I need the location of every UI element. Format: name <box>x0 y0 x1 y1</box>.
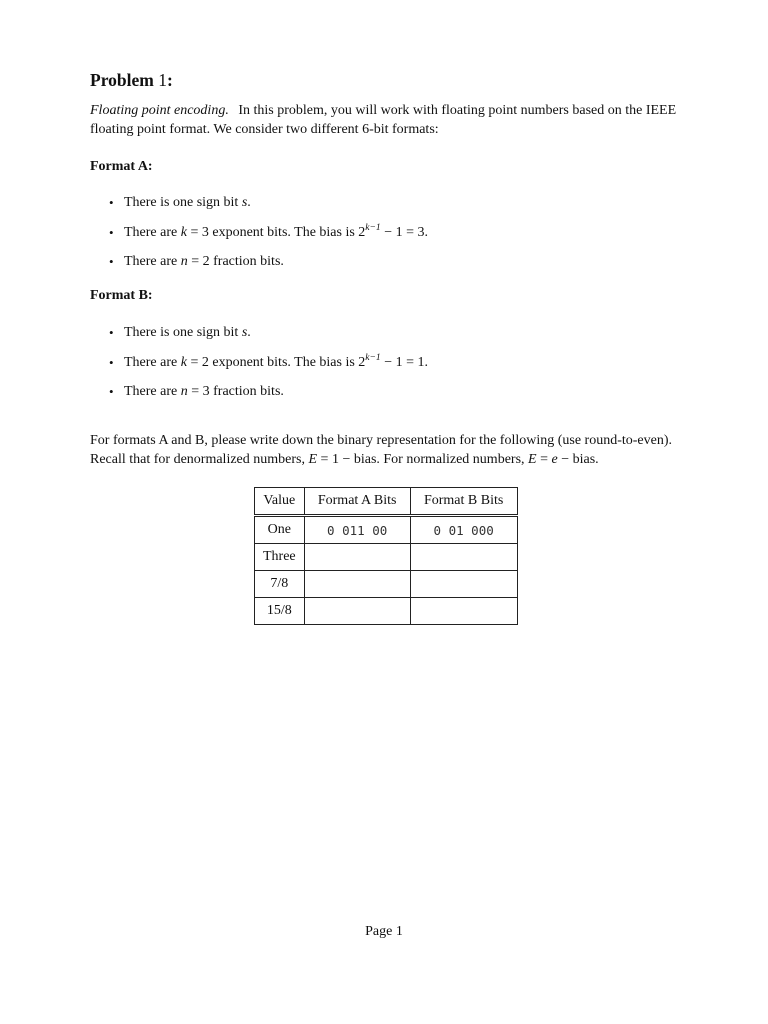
intro-text: In this problem, you will work with floating point numbers based on the IEEE floating point format. We consider two different 6-bit formats: <box>90 103 677 137</box>
header-format-b: Format B Bits <box>410 488 517 516</box>
row-format-a-bits <box>304 544 410 571</box>
problem-label: Problem <box>90 70 154 90</box>
instructions-line-2: Recall that for denormalized numbers, E = 1 − bias. For normalized numbers, E = e − bias. <box>90 452 599 467</box>
table-row <box>255 544 518 571</box>
table-header-row <box>255 488 518 516</box>
math-k: k <box>180 354 187 370</box>
table-row <box>255 516 518 544</box>
math-n: n <box>180 254 188 269</box>
math-exponent: k−1 <box>365 352 381 363</box>
list-item: • There are n = 3 fraction bits. <box>90 382 428 412</box>
answer-table <box>254 487 518 625</box>
intro-paragraph <box>90 101 680 139</box>
intro-lead: Floating point encoding. <box>90 103 229 118</box>
problem-number: 1 <box>158 70 167 90</box>
row-value: Three <box>255 544 305 571</box>
math-n: n <box>180 384 188 399</box>
row-format-b-bits: 0 01 000 <box>410 516 517 544</box>
list-item: • There are n = 2 fraction bits. <box>90 252 428 282</box>
format-b-list <box>90 323 428 412</box>
row-value: One <box>255 516 305 544</box>
instructions-paragraph <box>90 431 680 469</box>
list-item: • There are k = 2 exponent bits. The bias is $2^{k-1} - 1 = 1$. <box>90 353 428 383</box>
header-format-a: Format A Bits <box>304 488 410 516</box>
format-b-heading: Format B: <box>90 288 153 303</box>
math-exponent: k−1 <box>365 222 381 233</box>
math-k: k <box>180 224 187 240</box>
math-s: s <box>241 195 248 210</box>
row-format-b-bits <box>410 544 517 571</box>
list-item: • There is one sign bit s. <box>90 323 428 353</box>
row-format-a-bits <box>304 571 410 598</box>
page-number: Page 1 <box>365 924 403 939</box>
row-value: 15/8 <box>255 598 305 625</box>
table-row <box>255 598 518 625</box>
math-s: s <box>241 325 248 340</box>
format-a-heading: Format A: <box>90 159 153 174</box>
table-row <box>255 571 518 598</box>
list-item: • There are k = 3 exponent bits. The bias is $2^{k-1} - 1 = 3$. <box>90 223 428 253</box>
header-value: Value <box>255 488 305 516</box>
list-item: • There is one sign bit s. <box>90 193 428 223</box>
row-format-b-bits <box>410 571 517 598</box>
row-format-b-bits <box>410 598 517 625</box>
problem-title <box>90 70 173 91</box>
row-value: 7/8 <box>255 571 305 598</box>
row-format-a-bits: 0 011 00 <box>304 516 410 544</box>
problem-colon: : <box>166 70 173 90</box>
row-format-a-bits <box>304 598 410 625</box>
format-a-list <box>90 193 428 282</box>
instructions-line-1: For formats A and B, please write down the binary representation for the following (use round-to-even). <box>90 433 673 448</box>
